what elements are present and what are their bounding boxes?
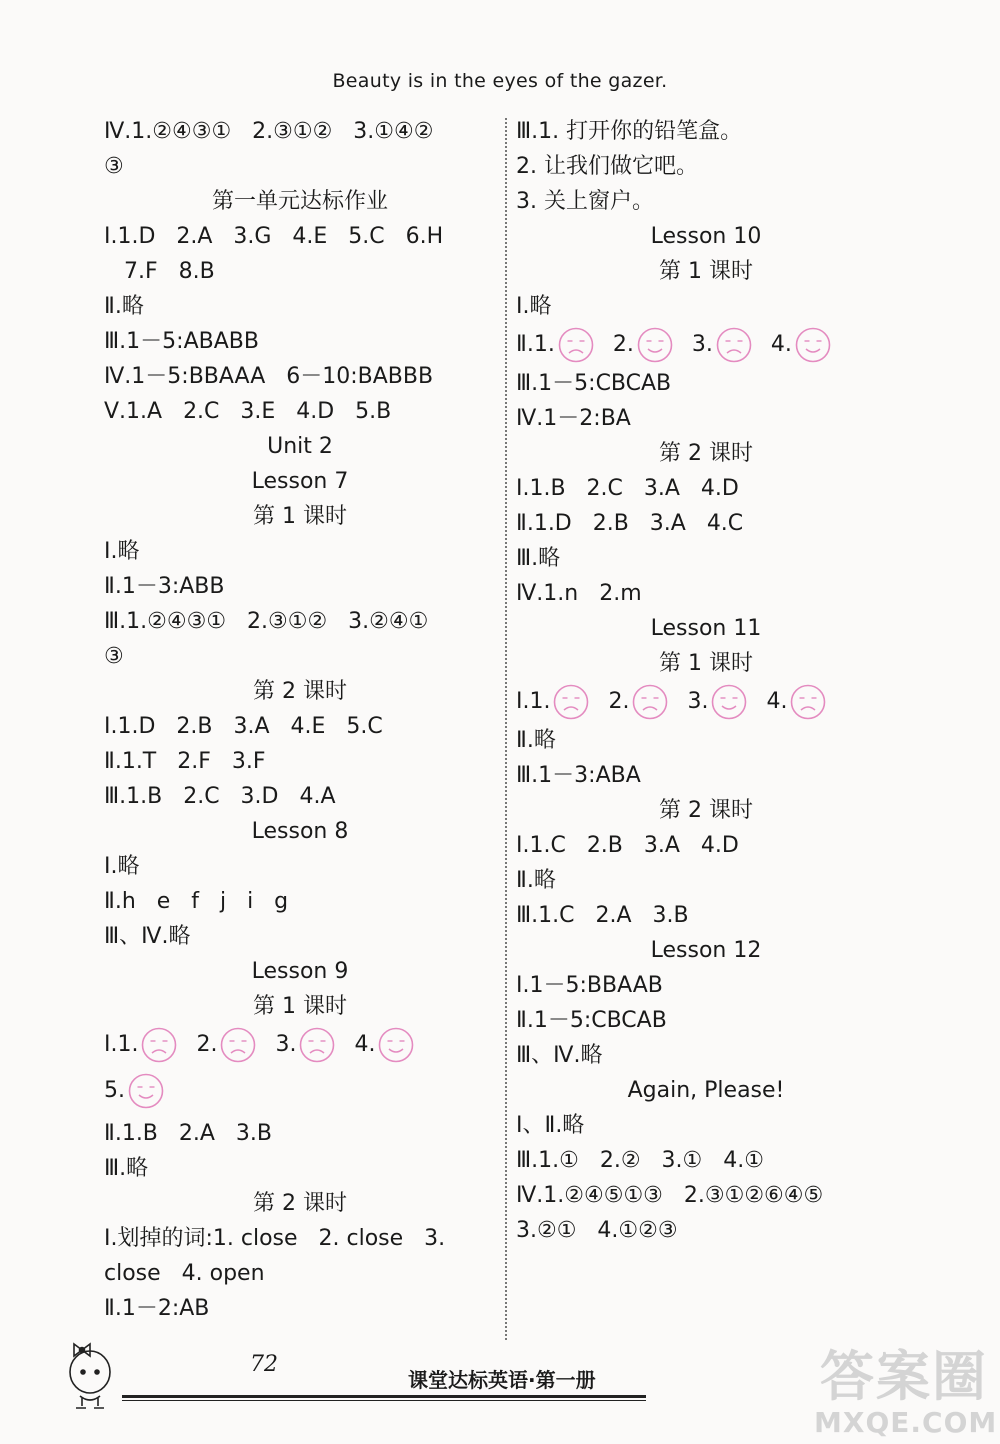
- answer-number: 4.: [770, 332, 792, 357]
- answer-line: Ⅴ.1.A 2.C 3.E 4.D 5.B: [104, 399, 392, 424]
- answer-line: Ⅰ.1.D 2.B 3.A 4.E 5.C: [104, 714, 383, 739]
- happy-face-icon: [636, 326, 674, 364]
- sad-face-icon: [552, 683, 590, 721]
- answer-line: Ⅲ.1.C 2.A 3.B: [516, 903, 689, 928]
- face-answer-row: [516, 324, 896, 366]
- face-answer: [771, 324, 832, 366]
- happy-face-icon: [794, 326, 832, 364]
- happy-face-icon: [710, 683, 748, 721]
- answer-line: Ⅰ.划掉的词:1. close 2. close 3.: [104, 1226, 446, 1251]
- answer-line: Ⅰ.1－5:BBAAB: [516, 973, 663, 998]
- section-heading: 第 2 课时: [659, 798, 753, 823]
- answer-number: 1.: [533, 332, 555, 357]
- answer-line: Ⅳ.1.②④③① 2.③①② 3.①④②: [104, 119, 434, 144]
- face-answer-row: [516, 681, 896, 723]
- section-heading: Lesson 7: [251, 469, 349, 494]
- sad-face-icon: [140, 1026, 178, 1064]
- face-answer: [766, 681, 827, 723]
- answer-line: Ⅲ.1.②④③① 2.③①② 3.②④①: [104, 609, 429, 634]
- section-prefix: Ⅰ.: [516, 689, 530, 714]
- answer-line: Ⅲ、Ⅳ.略: [104, 924, 191, 949]
- face-answer: [534, 324, 595, 366]
- section-heading: 第 2 课时: [253, 679, 347, 704]
- answer-number: 1.: [529, 689, 551, 714]
- left-answer-column: [104, 114, 496, 1326]
- watermark-title: 答案圈: [820, 1345, 988, 1408]
- answer-line: Ⅰ.1.D 2.A 3.G 4.E 5.C 6.H: [104, 224, 444, 249]
- answer-number: 4.: [766, 689, 788, 714]
- section-heading: 第一单元达标作业: [211, 189, 388, 214]
- answer-line: Ⅳ.1.②④⑤①③ 2.③①②⑥④⑤: [516, 1183, 824, 1208]
- answer-line: Ⅲ.略: [516, 546, 561, 571]
- answer-line: ③: [104, 644, 124, 669]
- section-heading: 第 2 课时: [659, 441, 753, 466]
- answer-line: Ⅰ.1.B 2.C 3.A 4.D: [516, 476, 739, 501]
- answer-line: Ⅱ.1.B 2.A 3.B: [104, 1121, 272, 1146]
- answer-line: Ⅱ.1.T 2.F 3.F: [104, 749, 266, 774]
- watermark: [814, 1334, 998, 1442]
- answer-line: 3. 关上窗户。: [516, 189, 654, 214]
- answer-number: 3.: [275, 1032, 297, 1057]
- answer-number: 2.: [196, 1032, 218, 1057]
- answer-number: 4.: [354, 1032, 376, 1057]
- sad-face-icon: [219, 1026, 257, 1064]
- face-answer: [117, 1024, 178, 1066]
- page-number: 72: [250, 1352, 278, 1377]
- face-answer: [529, 681, 590, 723]
- answer-line: 2. 让我们做它吧。: [516, 154, 698, 179]
- answer-line: Ⅲ.1.B 2.C 3.D 4.A: [104, 784, 336, 809]
- section-heading: Again, Please!: [627, 1078, 785, 1103]
- answer-line: Ⅱ.略: [516, 868, 556, 893]
- cartoon-girl-icon: [62, 1332, 124, 1410]
- answer-line: close 4. open: [104, 1261, 265, 1286]
- answer-line: Ⅲ.1.① 2.② 3.① 4.①: [516, 1148, 764, 1173]
- answer-line: Ⅰ.略: [104, 539, 140, 564]
- answer-number: 2.: [608, 689, 630, 714]
- answer-line: Ⅲ.1－5:CBCAB: [516, 371, 672, 396]
- answer-number: 3.: [687, 689, 709, 714]
- face-answer: [687, 681, 748, 723]
- answer-line: Ⅲ.1－5:ABABB: [104, 329, 259, 354]
- answer-line: Ⅱ.略: [516, 728, 556, 753]
- section-heading: 第 1 课时: [253, 504, 347, 529]
- answer-number: 5.: [104, 1078, 125, 1103]
- answer-line: Ⅱ.1－3:ABB: [104, 574, 225, 599]
- section-heading: 第 1 课时: [253, 994, 347, 1019]
- happy-face-icon: [377, 1026, 415, 1064]
- answer-line: Ⅲ.1. 打开你的铅笔盒。: [516, 119, 743, 144]
- section-heading: Lesson 9: [251, 959, 349, 984]
- answer-line: Ⅰ.略: [104, 854, 140, 879]
- face-answer: [196, 1024, 257, 1066]
- column-divider: [505, 118, 507, 1340]
- answer-number: 3.: [691, 332, 713, 357]
- answer-line: Ⅲ.1－3:ABA: [516, 763, 641, 788]
- answer-line: Ⅱ.1－5:CBCAB: [516, 1008, 667, 1033]
- face-answer-row: [104, 1024, 496, 1066]
- sad-face-icon: [715, 326, 753, 364]
- section-heading: Lesson 11: [650, 616, 762, 641]
- answer-line: Ⅱ.h e f j i g: [104, 889, 289, 914]
- sad-face-icon: [557, 326, 595, 364]
- answer-line: Ⅳ.1.n 2.m: [516, 581, 642, 606]
- book-title: 课堂达标英语·第一册: [408, 1368, 596, 1392]
- section-prefix: Ⅰ.: [104, 1032, 118, 1057]
- face-answer: [275, 1024, 336, 1066]
- answer-line: ③: [104, 154, 124, 179]
- answer-number: 2.: [612, 332, 634, 357]
- face-answer: [613, 324, 674, 366]
- answer-line: Ⅳ.1－5:BBAAA 6－10:BABBB: [104, 364, 434, 389]
- answer-line: 7.F 8.B: [124, 259, 215, 284]
- face-answer-row: [104, 1066, 496, 1116]
- face-answer: [608, 681, 669, 723]
- footer-rule-thin: [122, 1400, 646, 1401]
- answer-line: Ⅱ.1.D 2.B 3.A 4.C: [516, 511, 744, 536]
- answer-line: 3.②① 4.①②③: [516, 1218, 678, 1243]
- sad-face-icon: [298, 1026, 336, 1064]
- answer-line: Ⅱ.1－2:AB: [104, 1296, 210, 1321]
- face-answer: [692, 324, 753, 366]
- sad-face-icon: [631, 683, 669, 721]
- section-heading: 第 1 课时: [659, 651, 753, 676]
- section-heading: Lesson 8: [251, 819, 349, 844]
- sad-face-icon: [789, 683, 827, 721]
- section-prefix: Ⅱ.: [516, 332, 534, 357]
- section-heading: Lesson 12: [650, 938, 762, 963]
- page-header-quote: Beauty is in the eyes of the gazer.: [332, 70, 668, 92]
- face-answer: [104, 1070, 165, 1112]
- face-answer: [354, 1024, 415, 1066]
- answer-line: Ⅲ.略: [104, 1156, 149, 1181]
- answer-line: Ⅰ.1.C 2.B 3.A 4.D: [516, 833, 739, 858]
- watermark-url: MXQE.COM: [814, 1406, 998, 1439]
- answer-line: Ⅰ、Ⅱ.略: [516, 1113, 585, 1138]
- answer-line: Ⅰ.略: [516, 294, 552, 319]
- section-heading: 第 2 课时: [253, 1191, 347, 1216]
- answer-line: Ⅲ、Ⅳ.略: [516, 1043, 603, 1068]
- right-answer-column: [516, 114, 896, 1248]
- happy-face-icon: [127, 1072, 165, 1110]
- answer-number: 1.: [117, 1032, 139, 1057]
- answer-line: Ⅳ.1－2:BA: [516, 406, 631, 431]
- answer-line: Ⅱ.略: [104, 294, 144, 319]
- section-heading: Lesson 10: [650, 224, 762, 249]
- section-heading: Unit 2: [267, 434, 333, 459]
- section-heading: 第 1 课时: [659, 259, 753, 284]
- footer-rule: [122, 1395, 646, 1398]
